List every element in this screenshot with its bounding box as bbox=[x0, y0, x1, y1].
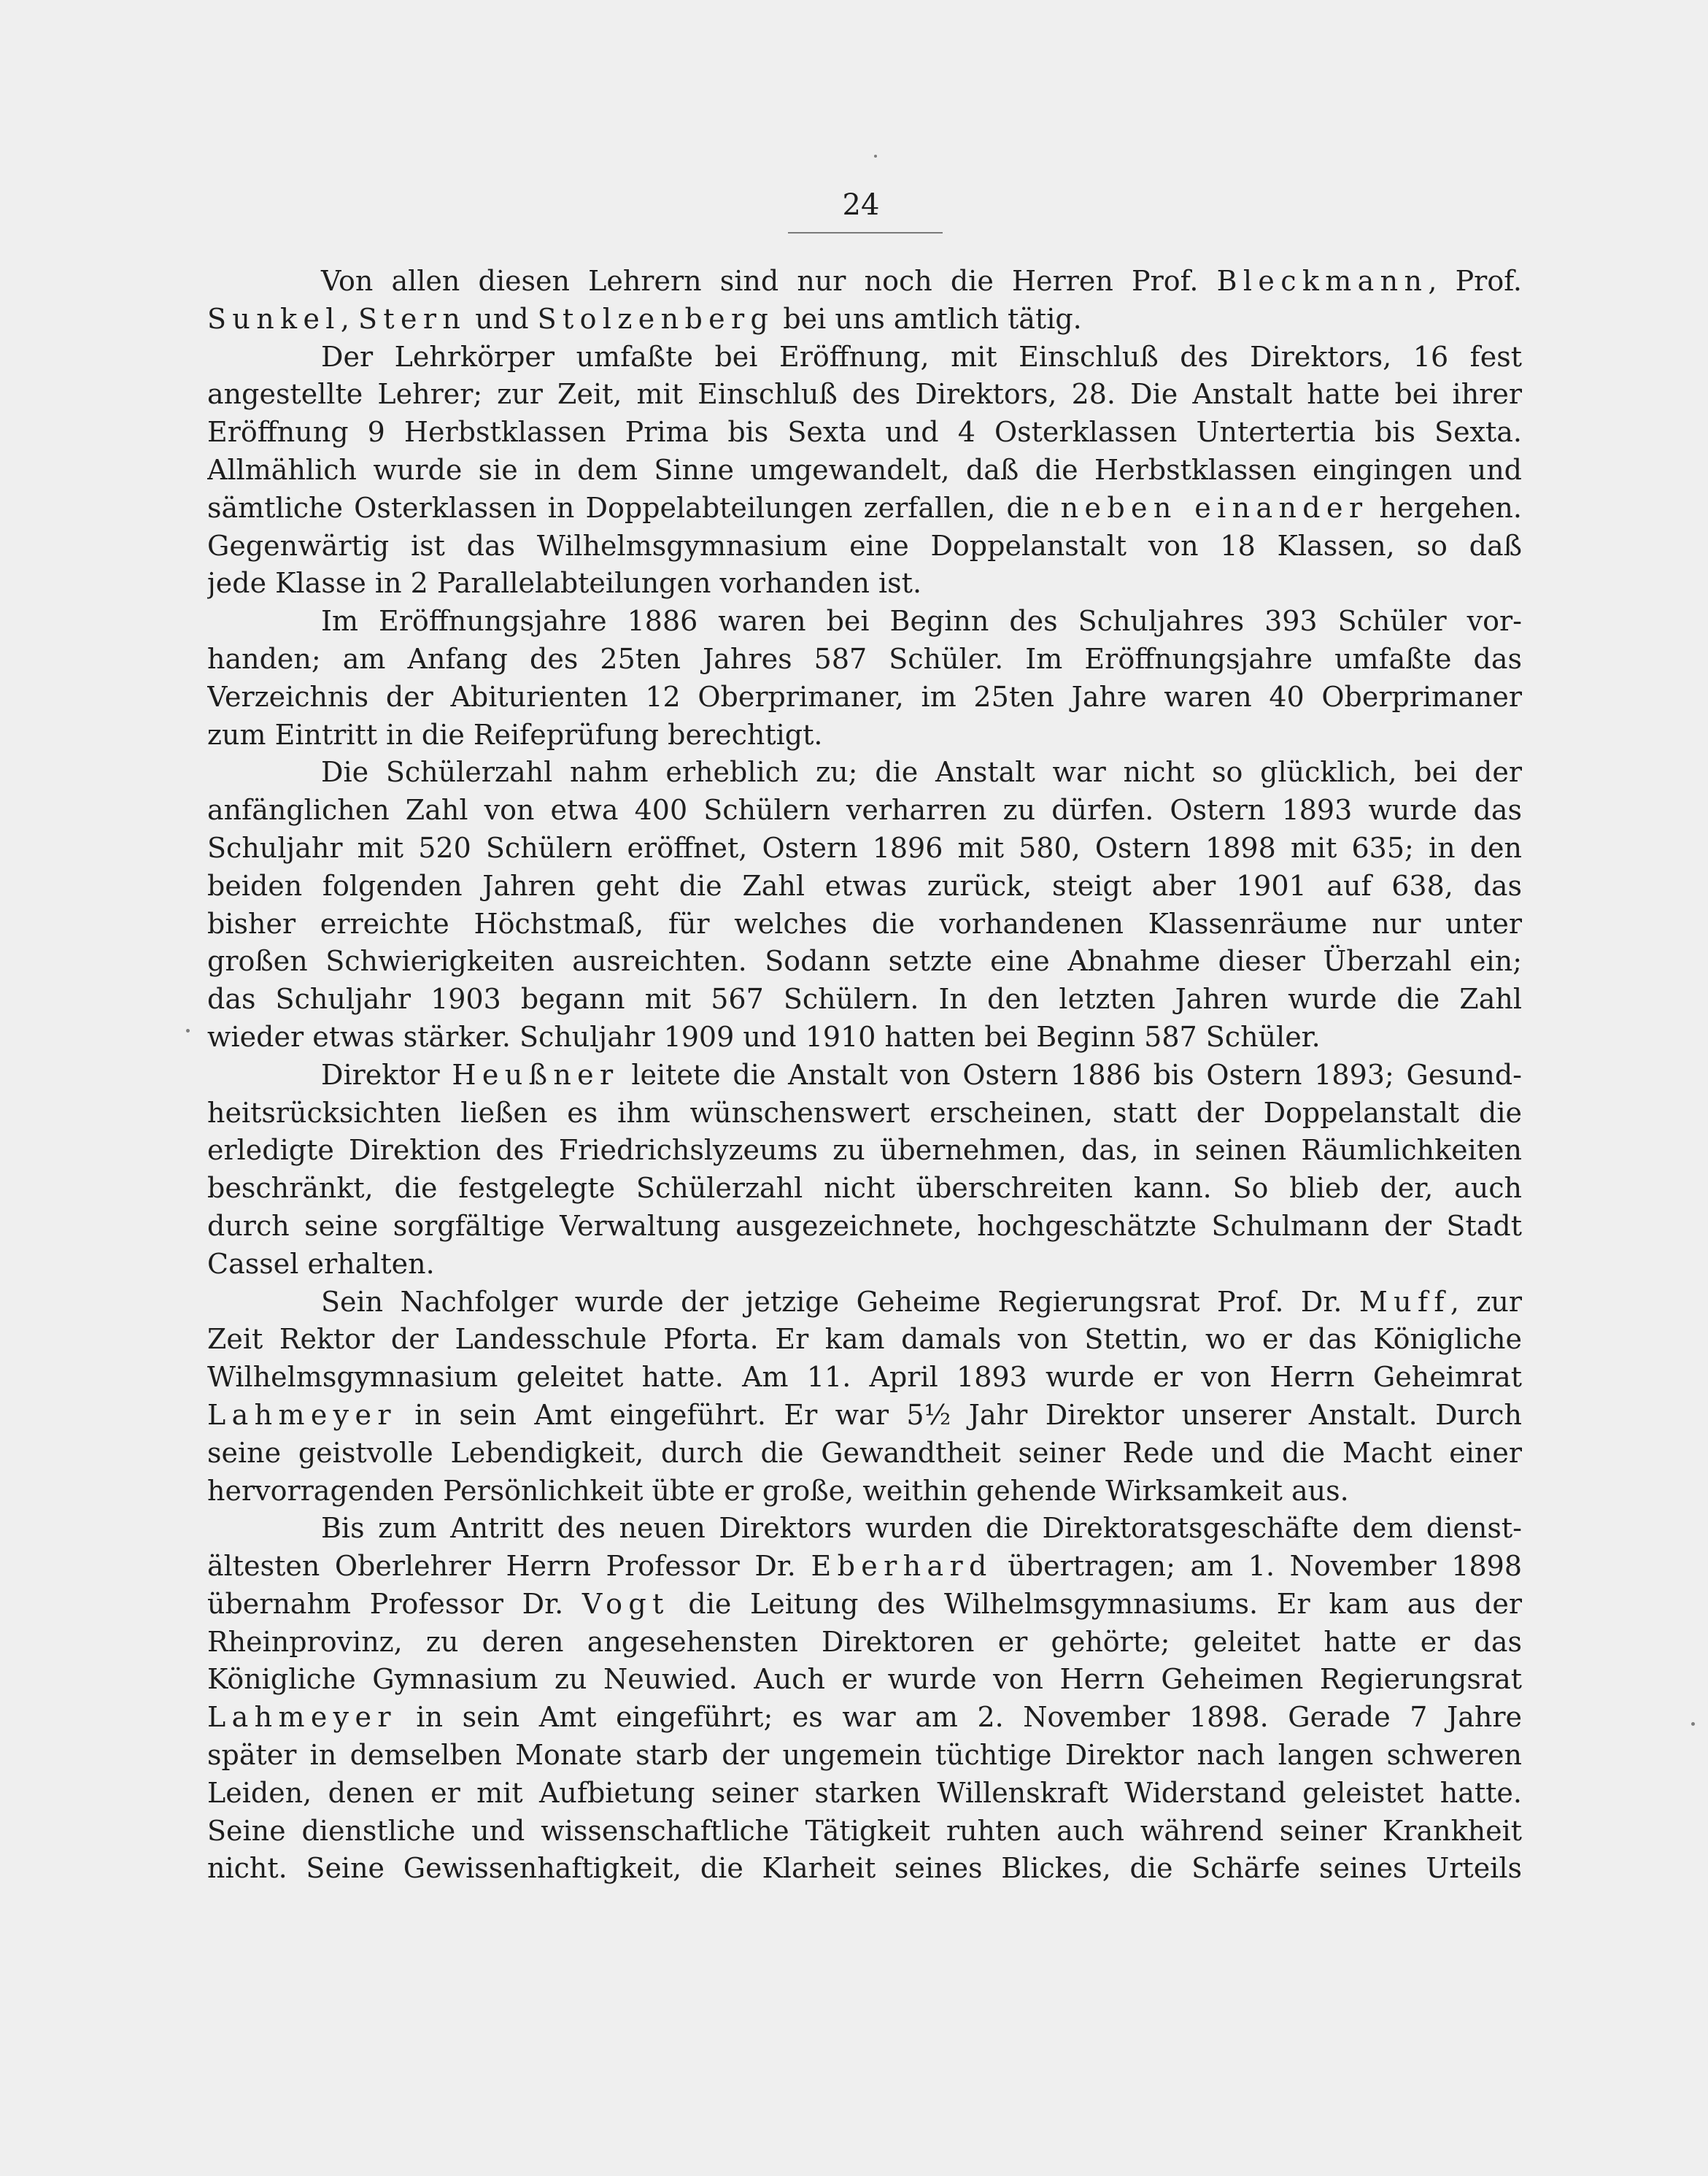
text-segment: Cassel erhalten. bbox=[207, 1247, 435, 1280]
text-segment: beiden folgenden Jahren geht die Zahl etwas zurück, steigt aber 1901 auf 638, das bbox=[207, 869, 1522, 902]
text-segment: hergehen. bbox=[1368, 491, 1522, 524]
text-segment: Wilhelmsgymnasium geleitet hatte. Am 11. April 1893 wurde er von Herrn Geheimrat bbox=[207, 1361, 1522, 1394]
text-segment: durch seine sorgfältige Verwaltung ausgezeichnete, hochgeschätzte Schulmann der Stadt bbox=[207, 1209, 1522, 1242]
text-segment: , Prof. bbox=[1428, 265, 1522, 297]
text-segment: Sein Nachfolger wurde der jetzige Geheime Regierungsrat Prof. Dr. bbox=[321, 1285, 1359, 1318]
text-line bbox=[207, 1586, 1522, 1624]
text-line bbox=[207, 301, 1522, 339]
text-line bbox=[207, 868, 1522, 906]
text-segment: , bbox=[340, 302, 358, 335]
text-segment: übernahm Professor Dr. bbox=[207, 1587, 582, 1620]
page-number: 24 bbox=[842, 188, 880, 222]
text-line bbox=[207, 1624, 1522, 1662]
text-segment: die Leitung des Wilhelmsgymnasiums. Er kam aus der bbox=[669, 1587, 1522, 1620]
text-line bbox=[207, 1548, 1522, 1586]
text-line bbox=[207, 1435, 1522, 1473]
spaced-name: Sunkel bbox=[207, 302, 341, 335]
text-line bbox=[207, 1246, 1522, 1284]
text-line bbox=[207, 1095, 1522, 1133]
spaced-name: neben einander bbox=[1060, 491, 1369, 524]
text-line bbox=[207, 414, 1522, 452]
spaced-name: Eberhard bbox=[811, 1550, 993, 1583]
text-segment: Eröffnung 9 Herbstklassen Prima bis Sexta und 4 Osterklassen Untertertia bis Sexta. bbox=[207, 416, 1522, 449]
text-segment: Leiden, denen er mit Aufbietung seiner starken Willenskraft Widerstand geleistet hatte. bbox=[207, 1776, 1522, 1809]
spaced-name: Stolzenberg bbox=[537, 302, 775, 335]
text-line bbox=[207, 565, 1522, 603]
text-segment: hervorragenden Persönlichkeit übte er große, weithin gehende Wirksamkeit aus. bbox=[207, 1474, 1349, 1507]
text-segment: sämtliche Osterklassen in Doppelabteilungen zerfallen, die bbox=[207, 491, 1061, 524]
text-line bbox=[207, 830, 1522, 868]
paragraph bbox=[207, 754, 1522, 1056]
text-segment: bei uns amtlich tätig. bbox=[774, 302, 1082, 335]
page-number-rule bbox=[788, 232, 943, 234]
text-line bbox=[207, 1699, 1522, 1737]
text-line bbox=[207, 1019, 1522, 1057]
text-line bbox=[207, 1661, 1522, 1699]
text-line bbox=[207, 906, 1522, 944]
text-line bbox=[207, 1321, 1522, 1359]
text-line bbox=[207, 376, 1522, 414]
paragraph bbox=[207, 1057, 1522, 1284]
text-segment: handen; am Anfang des 25ten Jahres 587 Schüler. Im Eröffnungsjahre umfaßte das bbox=[207, 642, 1522, 675]
paragraph bbox=[207, 1510, 1522, 1888]
text-segment: Königliche Gymnasium zu Neuwied. Auch er wurde von Herrn Geheimen Regierungsrat bbox=[207, 1663, 1522, 1696]
text-line bbox=[207, 754, 1522, 792]
scan-speck bbox=[1691, 1722, 1695, 1726]
text-segment: später in demselben Monate starb der ungemein tüchtige Direktor nach langen schweren bbox=[207, 1739, 1522, 1772]
text-segment: Die Schülerzahl nahm erheblich zu; die Anstalt war nicht so glücklich, bei der bbox=[321, 756, 1522, 789]
spaced-name: Heußner bbox=[452, 1058, 619, 1091]
text-line bbox=[207, 943, 1522, 981]
text-segment: bisher erreichte Höchstmaß, für welches die vorhandenen Klassenräume nur unter bbox=[207, 907, 1522, 940]
text-segment: Schuljahr mit 520 Schülern eröffnet, Ostern 1896 mit 580, Ostern 1898 mit 635; in den bbox=[207, 831, 1522, 864]
text-segment: Zeit Rektor der Landesschule Pforta. Er kam damals von Stettin, wo er das Königliche bbox=[207, 1323, 1522, 1356]
paragraph bbox=[207, 1284, 1522, 1511]
text-line bbox=[207, 1057, 1522, 1095]
text-segment: Im Eröffnungsjahre 1886 waren bei Beginn des Schuljahres 393 Schüler vor- bbox=[321, 605, 1522, 638]
spaced-name: Muff bbox=[1359, 1285, 1450, 1318]
text-segment: Bis zum Antritt des neuen Direktors wurden die Direktoratsgeschäfte dem dienst- bbox=[321, 1512, 1522, 1545]
text-line bbox=[207, 981, 1522, 1019]
text-segment: Direktor bbox=[321, 1058, 452, 1091]
text-segment: wieder etwas stärker. Schuljahr 1909 und 1910 hatten bei Beginn 587 Schüler. bbox=[207, 1020, 1321, 1053]
text-line bbox=[207, 1284, 1522, 1322]
text-line bbox=[207, 452, 1522, 490]
text-line bbox=[207, 679, 1522, 717]
text-segment: angestellte Lehrer; zur Zeit, mit Einschluß des Direktors, 28. Die Anstalt hatte bei ihrer bbox=[207, 378, 1522, 411]
text-segment: anfänglichen Zahl von etwa 400 Schülern verharren zu dürfen. Ostern 1893 wurde das bbox=[207, 794, 1522, 827]
text-segment: beschränkt, die festgelegte Schülerzahl nicht überschreiten kann. So blieb der, auch bbox=[207, 1172, 1522, 1205]
text-line bbox=[207, 1850, 1522, 1888]
text-segment: seine geistvolle Lebendigkeit, durch die Gewandtheit seiner Rede und die Macht einer bbox=[207, 1436, 1522, 1469]
text-line bbox=[207, 717, 1522, 755]
text-line bbox=[207, 792, 1522, 830]
text-segment: in sein Amt eingeführt. Er war 5½ Jahr Direktor unserer Anstalt. Durch bbox=[396, 1398, 1522, 1431]
text-line bbox=[207, 528, 1522, 566]
text-line bbox=[207, 1132, 1522, 1170]
text-segment: heitsrücksichten ließen es ihm wünschenswert erscheinen, statt der Doppelanstalt die bbox=[207, 1096, 1522, 1129]
text-line bbox=[207, 603, 1522, 641]
text-line bbox=[207, 263, 1522, 301]
scan-speck bbox=[186, 1029, 190, 1033]
text-segment: leitete die Anstalt von Ostern 1886 bis Ostern 1893; Gesund- bbox=[619, 1058, 1522, 1091]
body-text bbox=[207, 263, 1522, 1888]
scan-speck bbox=[874, 155, 877, 158]
text-segment: Gegenwärtig ist das Wilhelmsgymnasium eine Doppelanstalt von 18 Klassen, so daß bbox=[207, 529, 1522, 562]
text-segment: Von allen diesen Lehrern sind nur noch die Herren Prof. bbox=[321, 265, 1217, 297]
text-line bbox=[207, 1359, 1522, 1397]
text-segment: großen Schwierigkeiten ausreichten. Sodann setzte eine Abnahme dieser Überzahl ein; bbox=[207, 945, 1522, 978]
text-segment: Seine dienstliche und wissenschaftliche Tätigkeit ruhten auch während seiner Krankheit bbox=[207, 1814, 1522, 1847]
text-segment: Allmählich wurde sie in dem Sinne umgewandelt, daß die Herbstklassen eingingen und bbox=[207, 453, 1522, 486]
paragraph bbox=[207, 263, 1522, 339]
text-segment: ältesten Oberlehrer Herrn Professor Dr. bbox=[207, 1550, 811, 1583]
spaced-name: Bleckmann bbox=[1216, 265, 1429, 297]
text-line bbox=[207, 1397, 1522, 1435]
spaced-name: Lahmeyer bbox=[207, 1398, 397, 1431]
spaced-name: Vogt bbox=[581, 1587, 670, 1620]
text-line bbox=[207, 1775, 1522, 1813]
spaced-name: Lahmeyer bbox=[207, 1701, 397, 1734]
paragraph bbox=[207, 339, 1522, 603]
text-line bbox=[207, 1473, 1522, 1511]
text-line bbox=[207, 1170, 1522, 1208]
text-segment: nicht. Seine Gewissenhaftigkeit, die Klarheit seines Blickes, die Schärfe seines Urteils bbox=[207, 1852, 1522, 1885]
text-segment: erledigte Direktion des Friedrichslyzeums zu übernehmen, das, in seinen Räumlichkeiten bbox=[207, 1134, 1522, 1167]
text-segment: übertragen; am 1. November 1898 bbox=[992, 1550, 1522, 1583]
text-segment: Der Lehrkörper umfaßte bei Eröffnung, mit Einschluß des Direktors, 16 fest bbox=[321, 340, 1522, 373]
text-segment: das Schuljahr 1903 begann mit 567 Schülern. In den letzten Jahren wurde die Zahl bbox=[207, 983, 1522, 1016]
text-segment: zum Eintritt in die Reifeprüfung berechtigt. bbox=[207, 718, 823, 751]
text-line bbox=[207, 1737, 1522, 1775]
text-line bbox=[207, 641, 1522, 679]
text-segment: jede Klasse in 2 Parallelabteilungen vorhanden ist. bbox=[207, 567, 922, 600]
text-segment: in sein Amt eingeführt; es war am 2. November 1898. Gerade 7 Jahre bbox=[396, 1701, 1522, 1734]
paragraph bbox=[207, 603, 1522, 754]
text-line bbox=[207, 1510, 1522, 1548]
text-segment: , zur bbox=[1450, 1285, 1522, 1318]
text-line bbox=[207, 339, 1522, 377]
text-segment: und bbox=[466, 302, 538, 335]
spaced-name: Stern bbox=[358, 302, 467, 335]
text-line bbox=[207, 490, 1522, 528]
text-line bbox=[207, 1813, 1522, 1851]
text-segment: Rheinprovinz, zu deren angesehensten Direktoren er gehörte; geleitet hatte er das bbox=[207, 1625, 1522, 1658]
text-line bbox=[207, 1208, 1522, 1246]
text-segment: Verzeichnis der Abiturienten 12 Oberprimaner, im 25ten Jahre waren 40 Oberprimaner bbox=[207, 680, 1522, 713]
